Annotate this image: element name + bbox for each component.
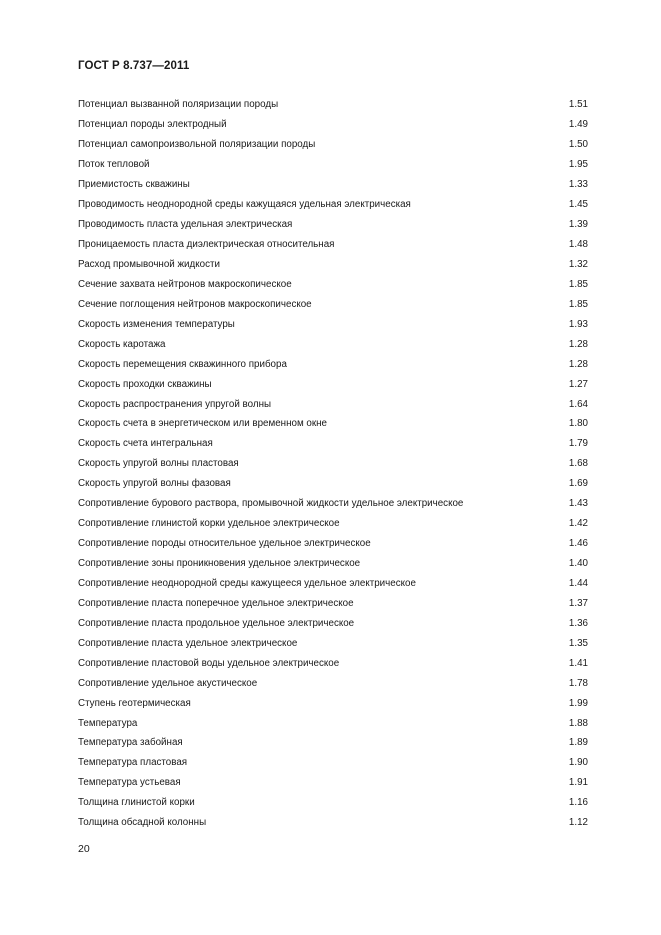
index-row (78, 653, 588, 673)
index-row (78, 155, 588, 175)
index-term: Скорость проходки скважины (78, 378, 212, 390)
index-term: Скорость счета интегральная (78, 438, 213, 450)
index-reference: 1.48 (568, 239, 588, 251)
index-reference: 1.46 (568, 538, 588, 550)
index-row (78, 294, 588, 314)
index-term: Проводимость пласта удельная электрическая (78, 219, 293, 231)
index-term: Сечение захвата нейтронов макроскопическое (78, 278, 292, 290)
index-term: Потенциал породы электродный (78, 119, 227, 131)
index-row (78, 195, 588, 215)
index-reference: 1.44 (568, 577, 588, 589)
index-reference: 1.49 (568, 119, 588, 131)
index-reference: 1.35 (568, 637, 588, 649)
index-term: Сопротивление зоны проникновения удельное электрическое (78, 558, 361, 570)
index-row (78, 274, 588, 294)
index-row (78, 95, 588, 115)
page-number: 20 (78, 843, 90, 855)
index-term: Скорость упругой волны пластовая (78, 458, 239, 470)
index-row (78, 813, 588, 833)
index-reference: 1.28 (568, 358, 588, 370)
index-reference: 1.78 (568, 677, 588, 689)
index-row (78, 235, 588, 255)
index-term: Скорость перемещения скважинного прибора (78, 358, 287, 370)
index-term: Сопротивление пласта продольное удельное электрическое (78, 617, 355, 629)
index-reference: 1.27 (568, 378, 588, 390)
index-row (78, 554, 588, 574)
index-row (78, 613, 588, 633)
index-reference: 1.93 (568, 318, 588, 330)
index-term: Сопротивление пласта удельное электрическое (78, 637, 298, 649)
index-term: Сопротивление бурового раствора, промывочной жидкости удельное электрическое (78, 498, 464, 510)
index-term: Скорость каротажа (78, 338, 166, 350)
index-term: Потенциал вызванной поляризации породы (78, 99, 279, 111)
index-row (78, 135, 588, 155)
index-reference: 1.37 (568, 597, 588, 609)
index-reference: 1.12 (568, 817, 588, 829)
index-reference: 1.40 (568, 558, 588, 570)
index-row (78, 633, 588, 653)
index-reference: 1.68 (568, 458, 588, 470)
index-term: Ступень геотермическая (78, 697, 191, 709)
index-term: Температура забойная (78, 737, 183, 749)
index-term: Температура пластовая (78, 757, 188, 769)
index-reference: 1.80 (568, 418, 588, 430)
index-term: Температура устьевая (78, 777, 181, 789)
index-row (78, 514, 588, 534)
document-header: ГОСТ Р 8.737—2011 (78, 60, 190, 72)
index-reference: 1.51 (568, 99, 588, 111)
index-reference: 1.95 (568, 159, 588, 171)
index-row (78, 314, 588, 334)
index-reference: 1.41 (568, 657, 588, 669)
index-row (78, 175, 588, 195)
index-reference: 1.64 (568, 398, 588, 410)
index-row (78, 334, 588, 354)
index-term: Сопротивление пласта поперечное удельное электрическое (78, 597, 354, 609)
index-term: Толщина глинистой корки (78, 797, 195, 809)
index-term: Скорость распространения упругой волны (78, 398, 272, 410)
term-index-list (78, 95, 588, 833)
index-reference: 1.91 (568, 777, 588, 789)
index-term: Сопротивление неоднородной среды кажущееся удельное электрическое (78, 577, 416, 589)
index-row (78, 793, 588, 813)
index-term: Скорость изменения температуры (78, 318, 235, 330)
index-reference: 1.85 (568, 298, 588, 310)
index-row (78, 394, 588, 414)
index-term: Сопротивление глинистой корки удельное электрическое (78, 518, 340, 530)
index-term: Скорость счета в энергетическом или временном окне (78, 418, 328, 430)
index-term: Сопротивление пластовой воды удельное электрическое (78, 657, 340, 669)
index-row (78, 534, 588, 554)
index-row (78, 713, 588, 733)
index-row (78, 115, 588, 135)
index-row (78, 494, 588, 514)
index-term: Сопротивление удельное акустическое (78, 677, 258, 689)
index-reference: 1.39 (568, 219, 588, 231)
index-row (78, 753, 588, 773)
index-row (78, 454, 588, 474)
index-row (78, 414, 588, 434)
index-row (78, 474, 588, 494)
index-row (78, 773, 588, 793)
index-term: Скорость упругой волны фазовая (78, 478, 231, 490)
index-term: Приемистость скважины (78, 179, 190, 191)
index-term: Сечение поглощения нейтронов макроскопическое (78, 298, 312, 310)
index-reference: 1.79 (568, 438, 588, 450)
index-row (78, 673, 588, 693)
index-reference: 1.16 (568, 797, 588, 809)
index-term: Потенциал самопроизвольной поляризации породы (78, 139, 316, 151)
index-reference: 1.45 (568, 199, 588, 211)
index-row (78, 215, 588, 235)
index-reference: 1.99 (568, 697, 588, 709)
index-reference: 1.69 (568, 478, 588, 490)
index-reference: 1.89 (568, 737, 588, 749)
index-reference: 1.43 (568, 498, 588, 510)
index-row (78, 255, 588, 275)
index-reference: 1.42 (568, 518, 588, 530)
index-reference: 1.50 (568, 139, 588, 151)
index-reference: 1.90 (568, 757, 588, 769)
index-row (78, 733, 588, 753)
index-term: Толщина обсадной колонны (78, 817, 207, 829)
index-reference: 1.36 (568, 617, 588, 629)
index-reference: 1.85 (568, 278, 588, 290)
index-term: Проницаемость пласта диэлектрическая относительная (78, 239, 335, 251)
index-reference: 1.28 (568, 338, 588, 350)
index-row (78, 593, 588, 613)
index-term: Расход промывочной жидкости (78, 258, 220, 270)
index-reference: 1.33 (568, 179, 588, 191)
index-row (78, 374, 588, 394)
index-row (78, 354, 588, 374)
index-row (78, 693, 588, 713)
index-term: Сопротивление породы относительное удельное электрическое (78, 538, 371, 550)
index-row (78, 434, 588, 454)
index-row (78, 574, 588, 594)
index-reference: 1.88 (568, 717, 588, 729)
index-term: Проводимость неоднородной среды кажущаяся удельная электрическая (78, 199, 411, 211)
index-term: Поток тепловой (78, 159, 150, 171)
index-term: Температура (78, 717, 138, 729)
index-reference: 1.32 (568, 258, 588, 270)
